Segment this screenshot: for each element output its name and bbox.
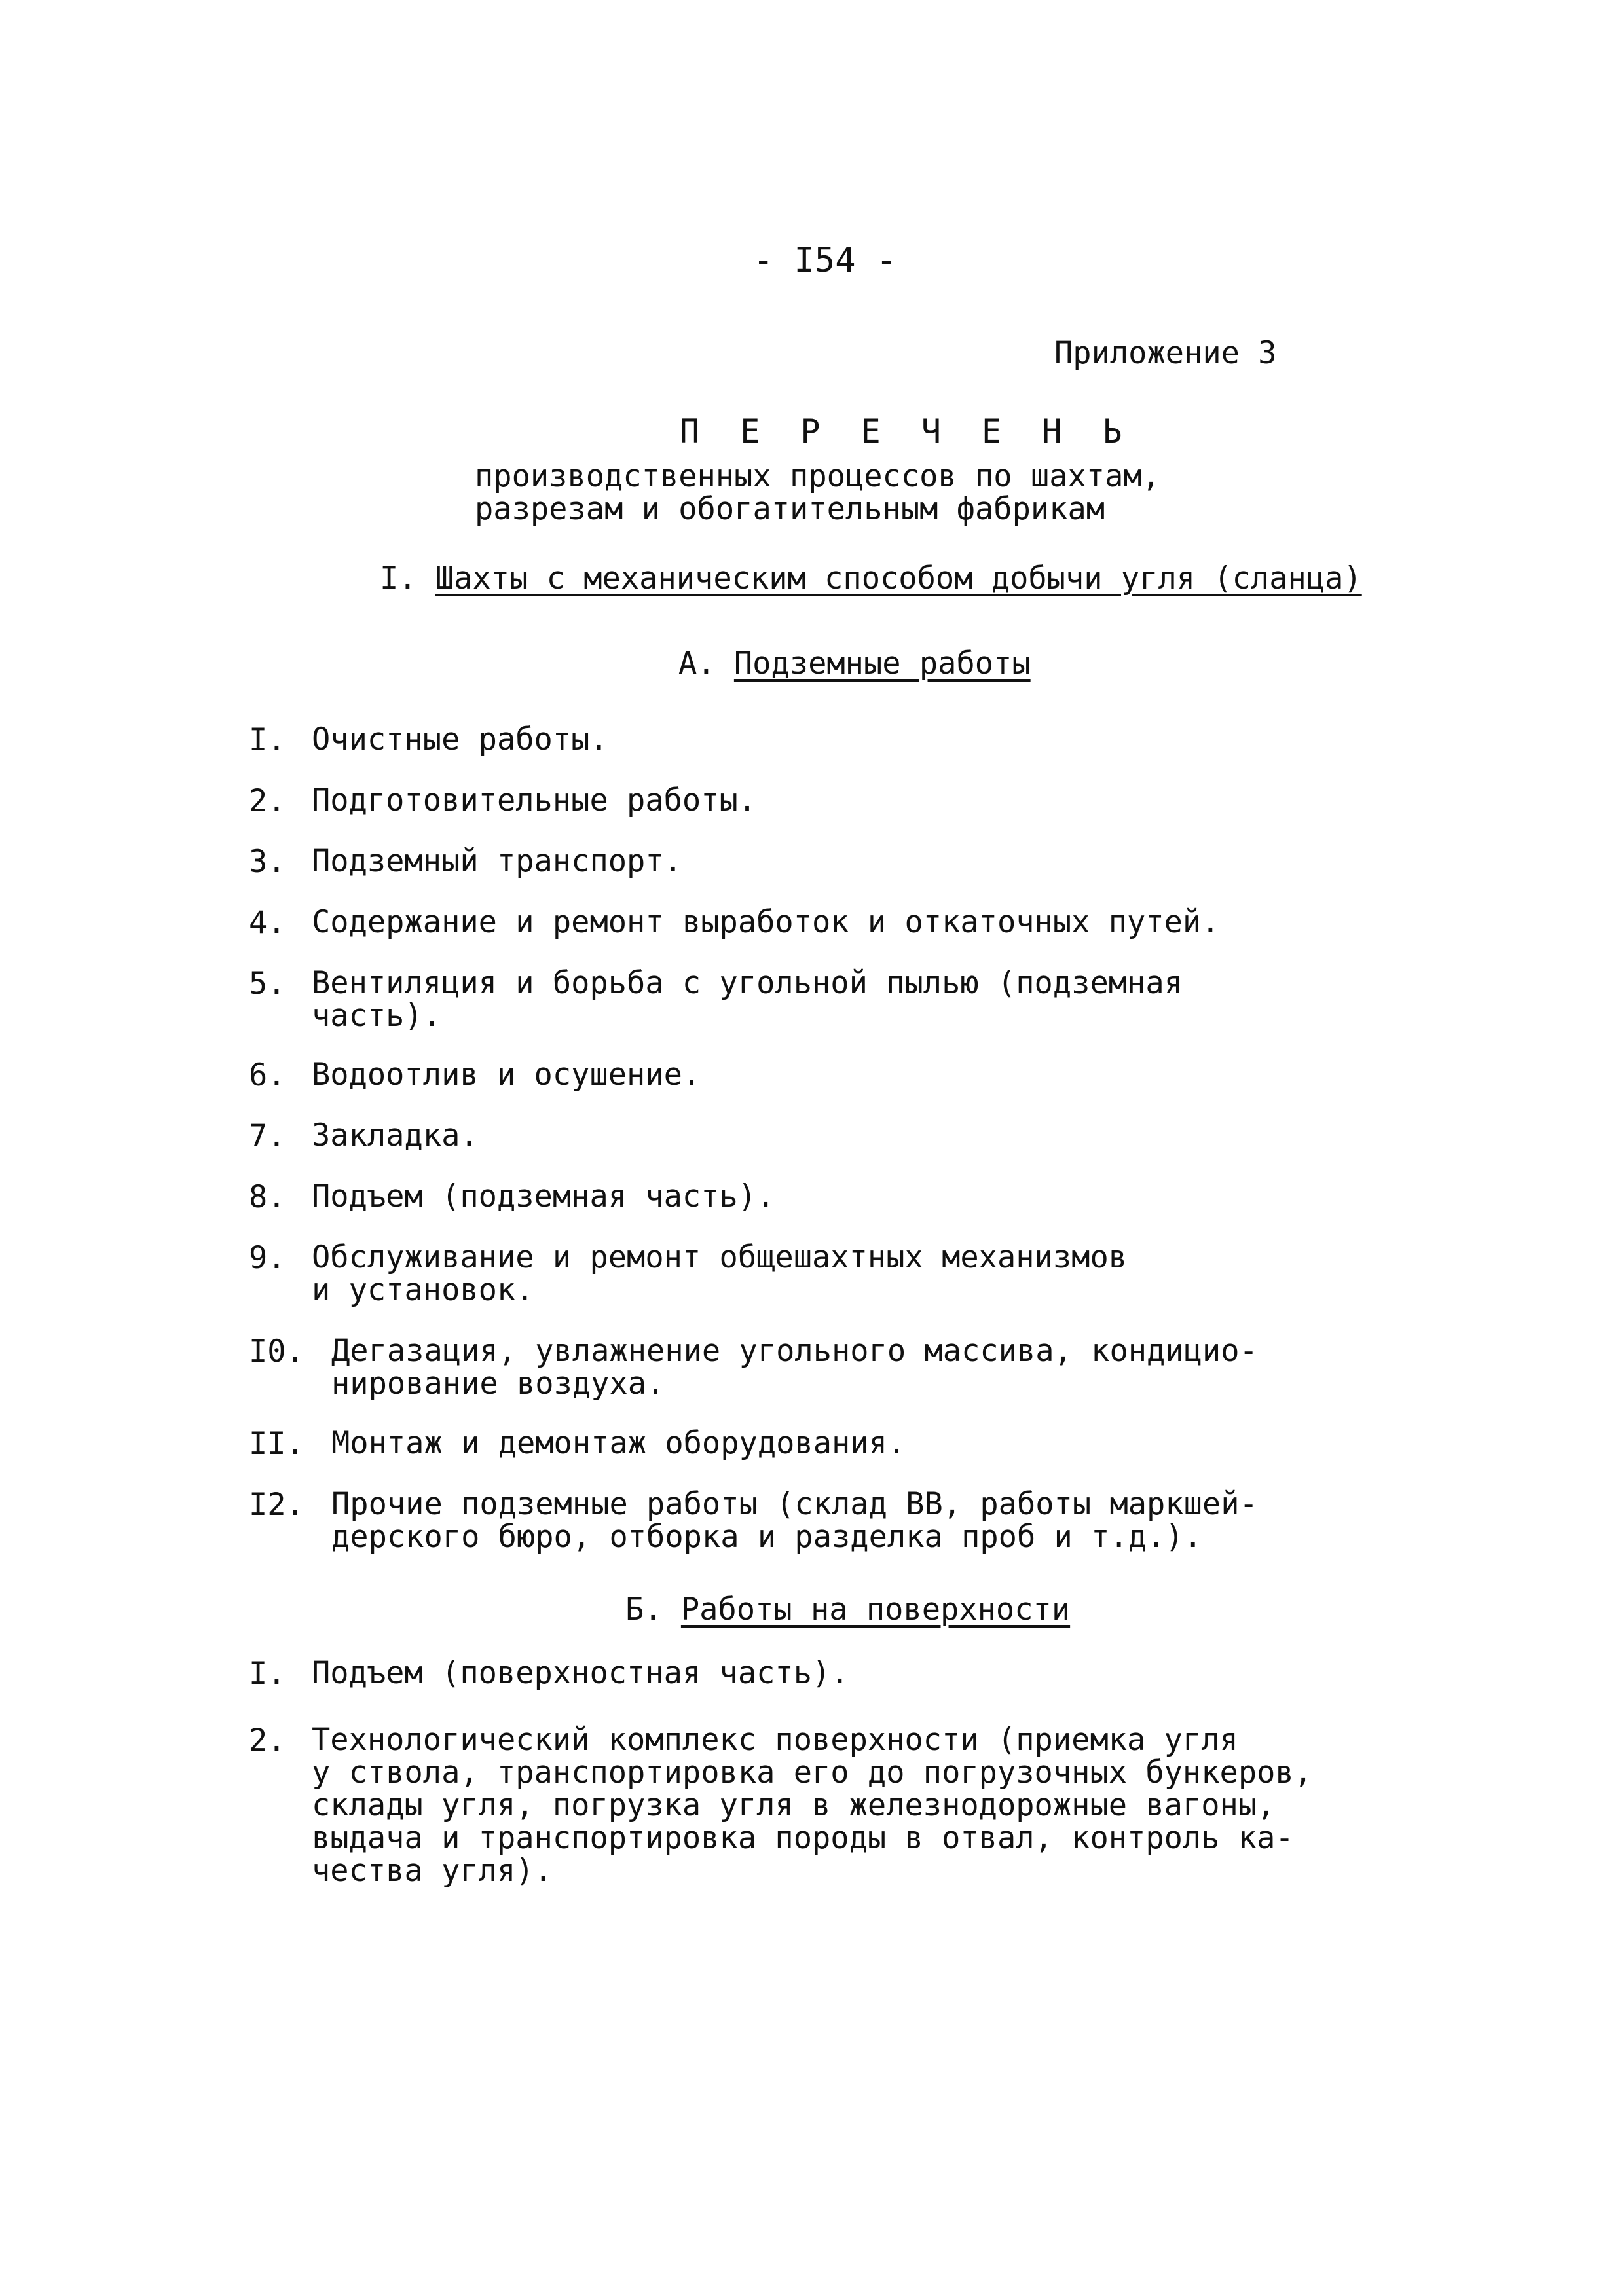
list-item-text: Вентиляция и борьба с угольной пылью (подземная часть).	[312, 965, 1183, 1034]
list-item-number: 6.	[249, 1057, 286, 1093]
list-item-text: Обслуживание и ремонт общешахтных механизмов и установок.	[312, 1239, 1128, 1308]
subsection-a-letter: А.	[678, 646, 716, 682]
list-item-text: Очистные работы.	[312, 721, 608, 757]
page-number: - I54 -	[753, 241, 897, 280]
list-item-number: 2.	[249, 1722, 286, 1758]
list-item-text: Подъем (подземная часть).	[312, 1178, 775, 1214]
subsection-a-title: Подземные работы	[733, 646, 1031, 682]
list-item-number: 5.	[249, 966, 286, 1002]
subtitle-line-1: производственных процессов по шахтам,	[475, 458, 1160, 494]
list-item-text: Подземный транспорт.	[312, 843, 682, 879]
list-item-text: Содержание и ремонт выработок и откаточных путей.	[312, 904, 1220, 940]
list-item-number: 3.	[249, 844, 286, 880]
list-item-text: Закладка.	[312, 1118, 479, 1154]
document-title: П Е Р Е Ч Е Н Ь	[680, 412, 1133, 450]
list-item-text: Водоотлив и осушение.	[312, 1057, 701, 1093]
subtitle-line-2: разрезам и обогатительным фабрикам	[475, 491, 1105, 527]
list-item-number: I.	[249, 722, 286, 758]
list-item-number: 9.	[249, 1240, 286, 1276]
appendix-label: Приложение 3	[1054, 335, 1277, 371]
list-item-text: Монтаж и демонтаж оборудования.	[331, 1425, 906, 1461]
list-item-number: I.	[249, 1656, 286, 1692]
list-item-number: 7.	[249, 1118, 286, 1154]
list-item-text: Подготовительные работы.	[312, 782, 757, 818]
section-1-number: I.	[380, 560, 417, 596]
list-item-number: I2.	[249, 1487, 304, 1523]
subsection-a-heading	[678, 647, 1031, 681]
list-item-number: 8.	[249, 1179, 286, 1215]
section-1-title: Шахты с механическим способом добычи угля (сланца)	[435, 560, 1362, 596]
list-item-number: I0.	[249, 1334, 304, 1370]
list-item-text: Прочие подземные работы (склад ВВ, работы маркшей- дерского бюро, отборка и разделка проб и т.д.).	[331, 1486, 1258, 1555]
section-1-heading	[380, 562, 1362, 596]
list-item-text: Технологический комплекс поверхности (приемка угля у ствола, транспортировка его до погрузочных бункеров, склады угля, погрузка угля в железнодорожные вагоны, выдача и транспортировка породы в отвал, контроль ка- чества угля).	[312, 1722, 1313, 1889]
list-item-number: II.	[249, 1426, 304, 1462]
subsection-b-heading	[625, 1593, 1070, 1627]
list-item-number: 4.	[249, 905, 286, 941]
subsection-b-title: Работы на поверхности	[680, 1592, 1071, 1628]
subsection-b-letter: Б.	[625, 1592, 663, 1628]
list-item-text: Дегазация, увлажнение угольного массива, кондицио- нирование воздуха.	[331, 1333, 1258, 1402]
list-item-number: 2.	[249, 783, 286, 819]
list-item-text: Подъем (поверхностная часть).	[312, 1655, 849, 1691]
